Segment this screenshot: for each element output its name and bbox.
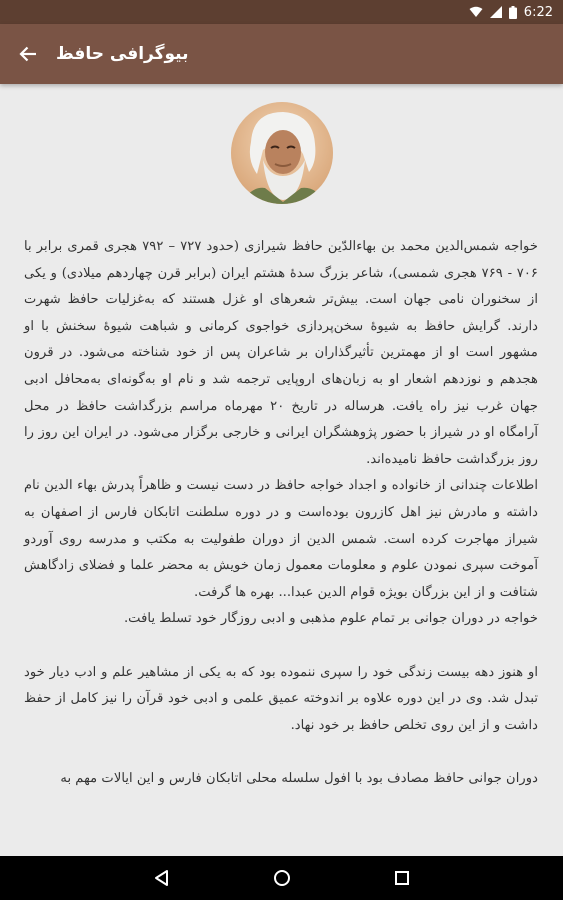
signal-icon <box>490 6 502 18</box>
wifi-icon <box>469 6 483 18</box>
home-circle-icon <box>273 869 291 887</box>
arrow-back-icon <box>19 45 37 63</box>
nav-home-button[interactable] <box>262 858 302 898</box>
navigation-bar <box>0 856 563 900</box>
status-bar <box>0 0 563 24</box>
back-triangle-icon <box>153 869 171 887</box>
status-time: 6:22 <box>523 4 553 20</box>
hafez-portrait <box>231 102 333 204</box>
nav-back-button[interactable] <box>142 858 182 898</box>
back-button[interactable] <box>0 24 56 84</box>
nav-recents-button[interactable] <box>382 858 422 898</box>
bio-content[interactable] <box>0 84 563 856</box>
battery-icon <box>509 6 517 19</box>
page-title: بیوگرافی حافظ <box>56 44 189 64</box>
app-bar <box>0 24 563 84</box>
bio-text: خواجه شمس‌الدین محمد بن بهاءالدّین حافظ شیرازی (حدود ۷۲۷ – ۷۹۲ هجری قمری برابر با ۷۰۶ - ۷۶۹ هجری شمسی)، شاعر بزرگ سدهٔ هشتم ایران (برابر قرن چهاردهم میلادی) و یکی از سخنوران نامی جهان است. بیش‌تر شعرهای او غزل هستند که به‌غزلیات حافظ شهرت دارند. گرایش حافظ به شیوهٔ سخن‌پردازی خواجوی کرمانی و شباهت شیوهٔ سخنش با او مشهور است او از مهمترین تأثیرگذاران بر شاعران پس از خود شناخته می‌شود. در قرون هجدهم و نوزدهم اشعار او به زبان‌های اروپایی ترجمه شد و نام او به‌گونه‌ای به‌محافل ادبی جهان غرب نیز راه یافت. هرساله در تاریخ ۲۰ مهرماه مراسم بزرگداشت حافظ در محل آرامگاه او در شیراز با حضور پژوهشگران ایرانی و خارجی برگزار می‌شود. در ایران این روز را روز بزرگداشت حافظ نامیده‌اند. اطلاعات چندانی از خانواده و اجداد خواجه حافظ در دست نیست و ظاهراً پدرش بهاء الدین نام داشته و مادرش نیز اهل کازرون بوده‌است و در دوره سلطنت اتابکان فارس از اصفهان به شیراز مهاجرت کرده است. شمس الدین از دوران طفولیت به مکتب و مدرسه روی آوردو آموخت سپری نمودن علوم و معلومات معمول زمان خویش به محضر علما و فضلای زادگاهش شتافت و از این بزرگان بویژه قوام الدین عبدا... بهره ها گرفت. خواجه در دوران جوانی بر تمام علوم مذهبی و ادبی روزگار خود تسلط یافت. او هنوز دهه بیست زندگی خود را سپری ننموده بود که به یکی از مشاهیر علم و ادب دیار خود تبدل شد. وی در این دوره علاوه بر اندوخته عمیق علمی و ادبی خود قرآن را نیز کامل از حفظ داشت و از این روی تخلص حافظ بر خود نهاد. دوران جوانی حافظ مصادف بود با افول سلسله محلی اتابکان فارس و این ایالات مهم به <box>24 239 538 786</box>
recents-square-icon <box>394 870 410 886</box>
